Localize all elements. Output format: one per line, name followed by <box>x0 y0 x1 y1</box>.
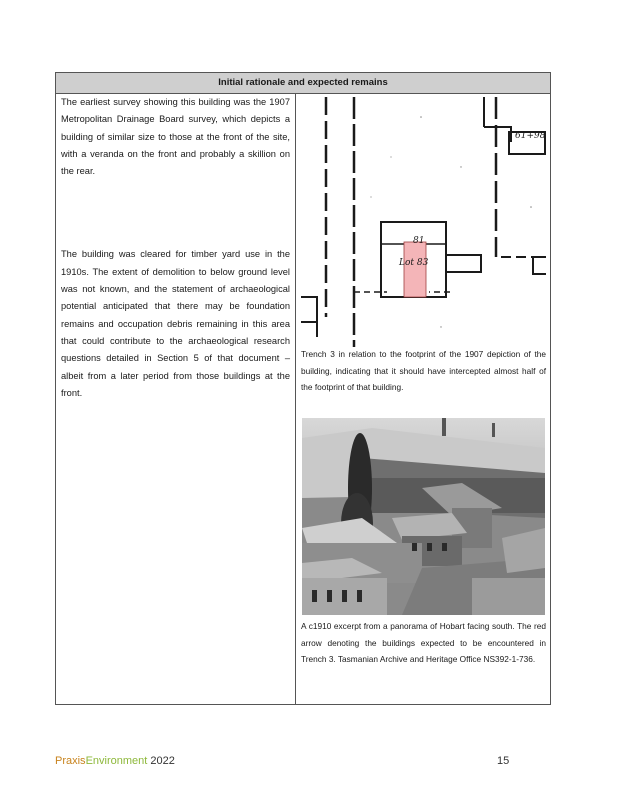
survey-paragraph: The earliest survey showing this building was the 1907 Metropolitan Drainage Board survey, which depicts a building of similar size to those at the front of the site, with a veranda on the front and probably a skillion on the rear. <box>61 97 290 177</box>
left-column <box>56 93 296 704</box>
photo-caption: A c1910 excerpt from a panorama of Hobart facing south. The red arrow denoting the buildings expected to be encountered in Trench 3. Tasmanian Archive and Heritage Office NS392-1-736. <box>301 621 546 665</box>
hobart-panorama-photo <box>302 418 545 615</box>
demolition-paragraph: The building was cleared for timber yard use in the 1910s. The extent of demolition to below ground level was not known, and the statement of archaeological potential anticipated that there may be foundation remains and occupation debris remaining in this area that could contribute to the archaeological research questions detailed in Section 5 of that document – albeit from a later period from those buildings at the front. <box>61 249 290 398</box>
rationale-table <box>55 72 551 705</box>
page-number: 15 <box>497 755 510 767</box>
footer-brand <box>55 755 175 767</box>
brand-environment: Environment <box>85 755 148 767</box>
brand-praxis: Praxis <box>55 755 86 767</box>
map-label-lot: Lot 83 <box>399 258 429 268</box>
map-label-top-right: 61+98 <box>515 131 546 141</box>
table-header: Initial rationale and expected remains <box>56 73 550 94</box>
right-column <box>296 93 550 704</box>
map-label-building-number: 81 <box>413 236 425 246</box>
drainage-survey-map <box>301 97 546 347</box>
brand-year: 2022 <box>147 755 175 767</box>
map-caption: Trench 3 in relation to the footprint of the 1907 depiction of the building, indicating that it should have intercepted almost half of the footprint of that building. <box>301 349 546 393</box>
trench-3-marker <box>404 242 426 297</box>
